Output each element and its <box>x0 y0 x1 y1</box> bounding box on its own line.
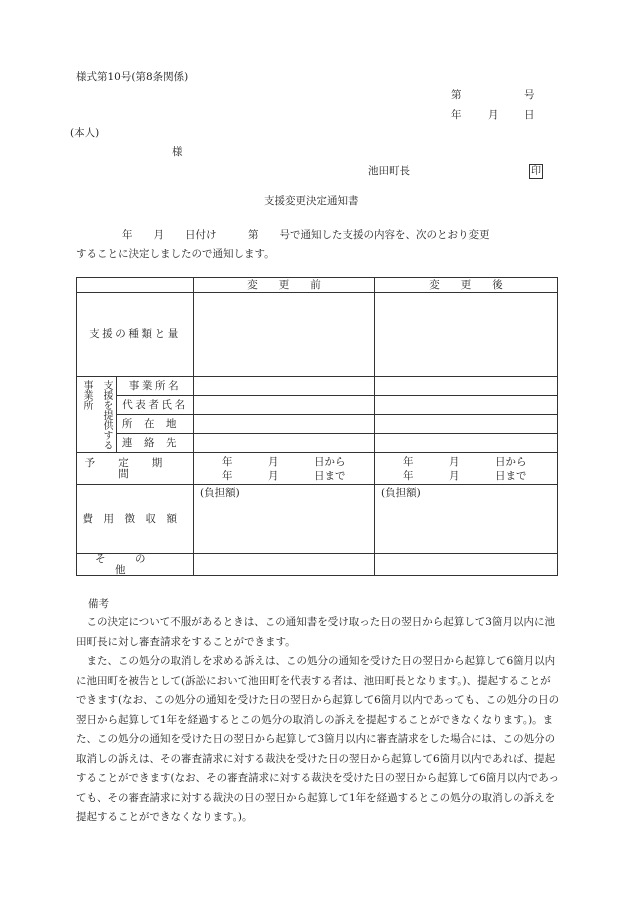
recipient-label: (本人) <box>70 127 100 139</box>
recipient-honorific: 様 <box>172 146 183 158</box>
row-period-label: 予定期間 <box>77 453 194 485</box>
row-other-label: その他 <box>77 554 194 576</box>
office-name-after-cell <box>375 377 558 396</box>
date-day: 日 <box>524 109 535 121</box>
document-title: 支援変更決定通知書 <box>264 195 359 207</box>
contact-after-cell <box>375 434 558 453</box>
form-number: 様式第10号(第8条関係) <box>76 71 189 83</box>
period-after-cell <box>375 453 558 485</box>
address-before-cell <box>194 415 375 434</box>
office-name-before-cell <box>194 377 375 396</box>
row-fee-label: 費用徴収額 <box>77 485 194 554</box>
period-after-to: 年 月 日まで <box>403 469 527 482</box>
header-blank-cell <box>77 278 194 293</box>
remarks-heading: 備考 <box>88 598 109 610</box>
fee-before-cell <box>194 485 375 554</box>
other-before-cell <box>194 554 375 576</box>
rep-name-after-cell <box>375 396 558 415</box>
provider-group-sublabel: 支援を提供する <box>101 379 112 450</box>
change-table <box>76 277 558 576</box>
contact-before-cell <box>194 434 375 453</box>
seal-mark: 印 <box>531 166 541 177</box>
row-support-label: 支援の種類と量 <box>77 293 194 377</box>
address-after-cell <box>375 415 558 434</box>
period-before-cell <box>194 453 375 485</box>
date-year: 年 <box>451 109 462 121</box>
provider-group-label: 事業所 <box>81 379 92 410</box>
rep-name-before-cell <box>194 396 375 415</box>
issuer-name: 池田町長 <box>368 165 410 177</box>
period-before-from: 年 月 日から <box>222 455 346 468</box>
date-month: 月 <box>488 109 499 121</box>
burden-before-label: (負担額) <box>200 487 240 499</box>
intro-line-2: することに決定しましたので通知します。 <box>76 248 275 260</box>
row-rep-name-label: 代表者氏名 <box>117 396 194 415</box>
period-before-to: 年 月 日まで <box>222 469 346 482</box>
support-before-cell <box>194 293 375 377</box>
provider-group-cell <box>77 377 117 453</box>
other-after-cell <box>375 554 558 576</box>
remarks-paragraph-1: この決定について不服があるときは、この通知書を受け取った日の翌日から起算して3箇月以内に池田町長に対し審査請求をすることができます。 <box>76 616 555 648</box>
header-after: 変 更 後 <box>375 278 558 293</box>
support-after-cell <box>375 293 558 377</box>
header-before: 変 更 前 <box>194 278 375 293</box>
row-office-name-label: 事業所名 <box>117 377 194 396</box>
row-contact-label: 連絡先 <box>117 434 194 453</box>
intro-line-1: 年 月 日付け 第 号で通知した支援の内容を、次のとおり変更 <box>122 229 490 241</box>
burden-after-label: (負担額) <box>381 487 421 499</box>
doc-number-prefix: 第 <box>451 89 462 101</box>
fee-after-cell <box>375 485 558 554</box>
remarks-paragraph-2: また、この処分の取消しを求める訴えは、この処分の通知を受けた日の翌日から起算して6箇月以内に池田町を被告として(訴訟において池田町を代表する者は、池田町長となります。)、提起することができます(なお、この処分の通知を受けた日の翌日から起算して6箇月以内であっても、この処分の日の翌日から起算して1年を経過するとこの処分の取消しの訴えを提起することができなくなります。)。また、この処分の通知を受けた日の翌日から起算して3箇月以内に審査請求をした場合には、この処分の取消しの訴えは、その審査請求に対する裁決を受けた日の翌日から起算して6箇月以内であれば、提起することができます(なお、その審査請求に対する裁決を受けた日の翌日から起算して6箇月以内であっても、その審査請求に対する裁決の日の翌日から起算して1年を経過するとこの処分の取消しの訴えを提起することができなくなります。)。 <box>76 655 560 823</box>
doc-number-suffix: 号 <box>524 89 535 101</box>
period-after-from: 年 月 日から <box>403 455 527 468</box>
row-address-label: 所在地 <box>117 415 194 434</box>
